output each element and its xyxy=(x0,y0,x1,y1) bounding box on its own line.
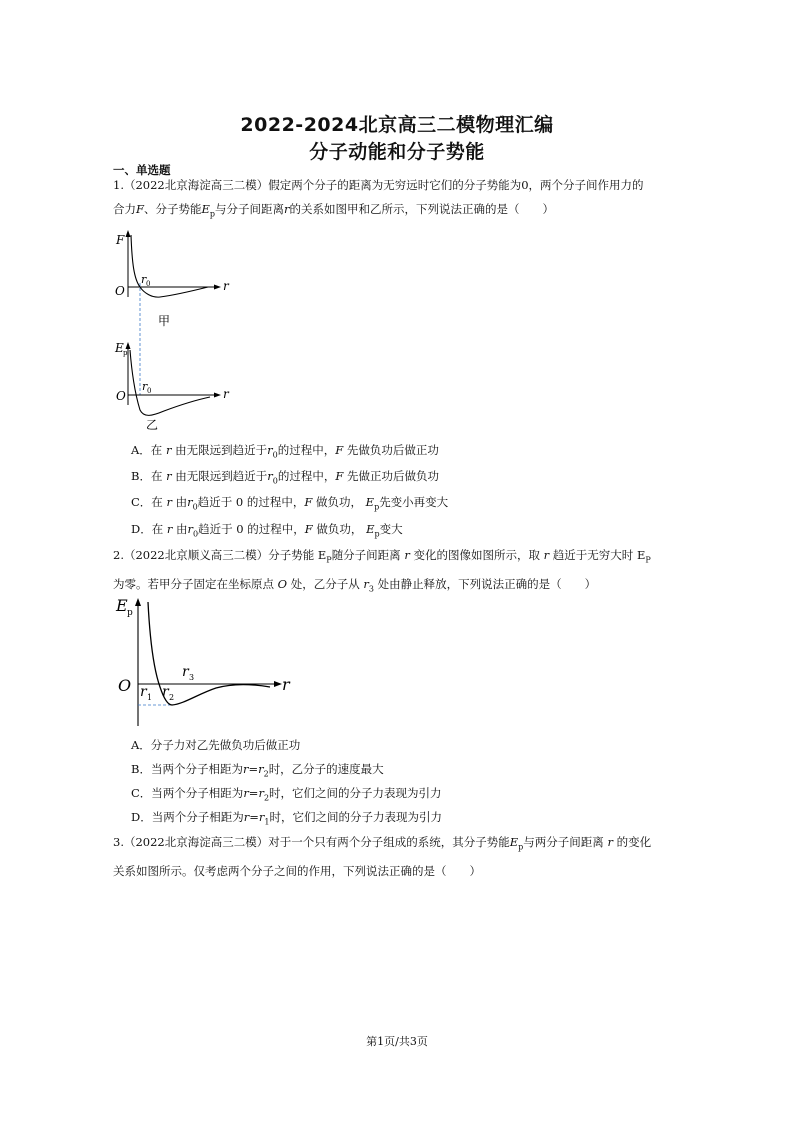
yi-O-label: O xyxy=(116,389,126,403)
q2-r-label: r xyxy=(282,675,290,694)
question-1-figures xyxy=(108,225,238,435)
question-2-line-1: 2.（2022北京顺义高三二模）分子势能 $E_P$随分子间距离 r 变化的图像如图所示，取 r 趋近于无穷大时 $E_P$ xyxy=(113,548,651,565)
question-1-line-2: 合力F、分子势能$E_p$与分子间距离r的关系如图甲和乙所示，下列说法正确的是（ ） xyxy=(113,202,555,219)
question-1-line-1: 1.（2022北京海淀高三二模）假定两个分子的距离为无穷远时它们的分子势能为0，两个分子间作用力的 xyxy=(113,178,644,192)
jia-y-arrow xyxy=(126,230,131,237)
page-footer: 第1页/共3页 xyxy=(366,1035,428,1048)
q2-E-label: E xyxy=(116,596,128,615)
jia-x-arrow xyxy=(214,285,221,290)
jia-r0-label: r xyxy=(141,273,147,286)
question-2-figure xyxy=(110,592,300,732)
section-heading: 一、单选题 xyxy=(113,163,171,177)
q2-x-arrow xyxy=(274,681,282,687)
q2-r3-sub: 3 xyxy=(189,673,195,682)
yi-x-arrow xyxy=(214,393,221,398)
jia-r-label: r xyxy=(223,279,229,293)
question-1-text xyxy=(113,173,693,226)
question-2-option-b[interactable]: B．当两个分子相距为$r=r_2$时，乙分子的速度最大 xyxy=(131,762,384,779)
q2-r1-label: r xyxy=(140,684,147,700)
question-3-line-2: 关系如图所示。仅考虑两个分子之间的作用，下列说法正确的是（ ） xyxy=(113,864,481,879)
yi-y-arrow xyxy=(126,342,131,349)
q2-r3-label: r xyxy=(182,664,189,680)
question-2-option-a[interactable]: A．分子力对乙先做负功后做正功 xyxy=(131,738,301,752)
question-1-option-b[interactable]: B．在 r 由无限远到趋近于$r_0$的过程中，F 先做正功后做负功 xyxy=(131,469,439,486)
question-1-option-d[interactable]: D．在 r 由$r_0$趋近于 0 的过程中，F 做负功， $E_p$变大 xyxy=(131,522,403,539)
yi-r0-label: r xyxy=(142,380,148,393)
q2-O-label: O xyxy=(118,676,132,695)
document-subtitle: 分子动能和分子势能 xyxy=(309,141,485,163)
question-2-line-2: 为零。若甲分子固定在坐标原点 O 处，乙分子从 $r_3$ 处由静止释放，下列说法正确的是（ ） xyxy=(113,577,597,594)
jia-caption: 甲 xyxy=(158,314,171,328)
yi-E-label: E xyxy=(115,341,124,355)
yi-r0-sub: 0 xyxy=(147,387,152,395)
question-1-option-c[interactable]: C．在 r 由$r_0$趋近于 0 的过程中，F 做负功， $E_p$先变小再变大 xyxy=(131,495,449,512)
question-3-line-1: 3.（2022北京海淀高三二模）对于一个只有两个分子组成的系统，其分子势能$E_p$与两分子间距离 r 的变化 xyxy=(113,835,652,852)
q2-p-sub: p xyxy=(127,608,133,618)
jia-r0-sub: 0 xyxy=(146,280,151,288)
question-2-option-c[interactable]: C．当两个分子相距为$r=r_2$时，它们之间的分子力表现为引力 xyxy=(131,786,442,803)
yi-r-label: r xyxy=(223,387,229,401)
q2-y-arrow xyxy=(135,598,141,606)
question-2-option-d[interactable]: D．当两个分子相距为$r=r_1$时，它们之间的分子力表现为引力 xyxy=(131,810,442,827)
jia-O-label: O xyxy=(115,284,125,298)
q2-r1-sub: 1 xyxy=(147,693,153,702)
q2-r2-label: r xyxy=(162,684,169,700)
yi-p-sub: p xyxy=(123,349,128,357)
jia-F-label: F xyxy=(116,233,125,247)
question-3-text xyxy=(113,830,693,883)
q2-r2-sub: 2 xyxy=(169,693,175,702)
jia-force-curve xyxy=(131,235,208,297)
question-1-option-a[interactable]: A．在 r 由无限远到趋近于$r_0$的过程中，F 先做负功后做正功 xyxy=(131,443,439,460)
yi-caption: 乙 xyxy=(146,418,159,432)
document-title: 2022-2024北京高三二模物理汇编 xyxy=(240,114,554,136)
